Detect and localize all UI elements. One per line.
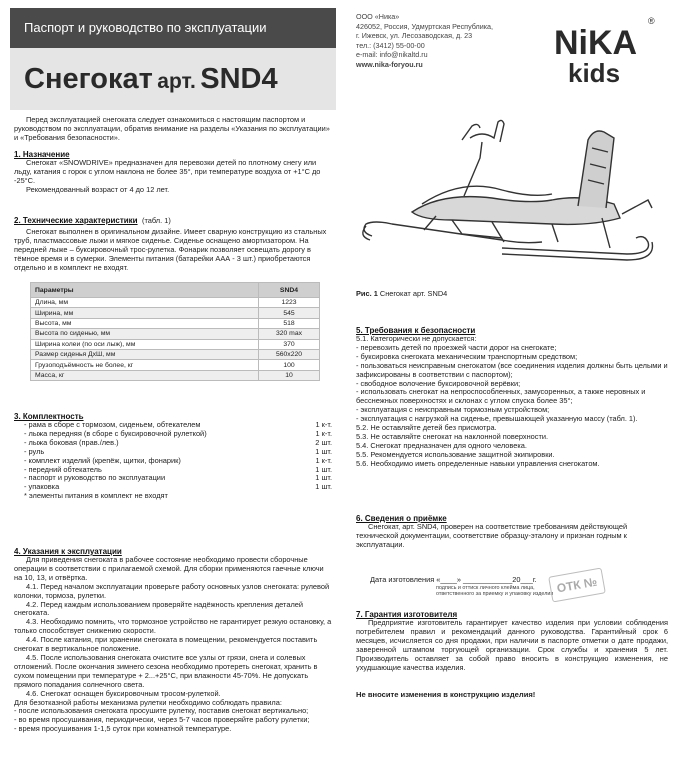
company-address-2: г. Ижевск, ул. Лесозаводская, д. 23 (356, 31, 473, 41)
list-item-label: - паспорт и руководство по эксплуатации (24, 473, 166, 483)
table-cell-param: Ширина, мм (31, 308, 259, 318)
table-row (31, 329, 320, 339)
logo-text-nika: NiKA (554, 24, 638, 62)
safety-line: - пользоваться неисправным снегокатом (все соединения изделия должны быть целыми и зафиксированы в соответствии с паспортом); (356, 360, 668, 379)
operation-para: 4.6. Снегокат оснащен буксировочным тросом-рулеткой. (26, 688, 221, 698)
table-cell-value: 560х220 (259, 349, 320, 359)
table-cell-value: 100 (259, 360, 320, 370)
table-cell-value: 518 (259, 318, 320, 328)
list-item-label: - руль (24, 446, 45, 456)
list-item-qty: 1 шт. (315, 473, 332, 483)
safety-line: 5.5. Рекомендуется использование защитной экипировки. (356, 449, 555, 459)
section-acceptance (356, 514, 668, 550)
table-row (31, 308, 320, 318)
list-item-qty: 2 шт. (315, 437, 332, 447)
header-title (10, 48, 336, 110)
figure-label: Рис. 1 (356, 289, 378, 298)
section-5-body (356, 335, 668, 469)
contents-list (14, 421, 332, 501)
section-7-heading: 7. Гарантия изготовителя (356, 610, 458, 619)
title-art: арт. (157, 70, 196, 93)
safety-line: 5.2. Не оставляйте детей без присмотра. (356, 423, 497, 433)
table-cell-param: Высота, мм (31, 318, 259, 328)
operation-para: 4.2. Перед каждым использованием проверяйте надёжность крепления деталей снегоката. (14, 599, 304, 618)
title-code: SND4 (200, 63, 278, 95)
list-item-label: - передний обтекатель (24, 464, 102, 474)
operation-para: Для безотказной работы механизма рулетки необходимо соблюдать правила: (14, 697, 282, 707)
operation-para: 4.4. После катания, при хранении снегоката в помещении, рекомендуется поставить снегокат в вертикальное положение. (14, 635, 318, 654)
table-cell-param: Масса, кг (31, 370, 259, 380)
operation-para: 4.1. Перед началом эксплуатации проверьте работу основных узлов снегоката: рулевой колонки, тормоза, рулетки. (14, 581, 330, 600)
table-cell-value: 545 (259, 308, 320, 318)
section-warranty (356, 610, 668, 672)
safety-line: - эксплуатация с неисправным тормозным устройством; (356, 405, 550, 415)
title-main: Снегокат (24, 63, 153, 95)
table-row (31, 339, 320, 349)
footer-warning: Не вносите изменения в конструкцию изделия! (356, 690, 536, 699)
list-item-label: - упаковка (24, 482, 60, 492)
safety-line: 5.4. Снегокат предназначен для одного человека. (356, 440, 527, 450)
section-operation (14, 547, 332, 734)
figure-caption-text: Снегокат арт. SND4 (379, 289, 448, 298)
section-specs (14, 210, 332, 273)
table-cell-value: 10 (259, 370, 320, 380)
section-1-age: Рекомендованный возраст от 4 до 12 лет. (26, 184, 170, 194)
section-2-heading-suffix: (табл. 1) (142, 216, 171, 225)
list-item-label: - рама в сборе с тормозом, сиденьем, обтекателем (24, 420, 201, 429)
safety-line: - эксплуатация с нагрузкой на сиденье, превышающей указанную массу (табл. 1). (356, 414, 638, 424)
operation-para: Для приведения снегоката в рабочее состояние необходимо провести сборочные операции в соответствии с прилагаемой схемой. Для сборки применяются гаечные ключи на 10, 13, и отвёртка. (14, 555, 324, 582)
section-6-text: Снегокат, арт. SND4, проверен на соответствие требованиям действующей технической документации, соответствие образцу-эталону и признан годным к эксплуатации. (356, 522, 628, 549)
table-cell-param: Высота по сиденью, мм (31, 329, 259, 339)
safety-line: - буксировка снегоката механическим транспортным средством; (356, 351, 578, 361)
safety-line: 5.1. Категорически не допускается: (356, 334, 477, 343)
section-4-heading: 4. Указания к эксплуатации (14, 547, 122, 556)
list-item-label: - лыжа передняя (в сборе с буксировочной рулеткой) (24, 428, 207, 438)
table-cell-value: 320 max (259, 329, 320, 339)
safety-line: - свободное волочение буксировочной верёвки; (356, 378, 521, 388)
table-row (31, 370, 320, 380)
section-contents (14, 412, 332, 501)
intro-paragraph: Перед эксплуатацией снегоката следует ознакомиться с настоящим паспортом и руководством по эксплуатации, обратив внимание на разделы «Указания по эксплуатации» и «Требования безопасности». (14, 115, 330, 142)
acceptance-note-line: ответственного за приемку и упаковку изделия (436, 591, 554, 598)
logo-text-kids: kids (568, 58, 621, 88)
section-2-heading: 2. Технические характеристики (14, 216, 138, 225)
list-item-qty: 1 шт. (315, 464, 332, 474)
section-5-heading: 5. Требования к безопасности (356, 326, 476, 335)
table-header-row (31, 283, 320, 298)
figure-caption (356, 290, 447, 299)
table-row (31, 360, 320, 370)
list-item-qty: 1 к-т. (315, 455, 332, 465)
list-item-qty: 1 к-т. (315, 420, 332, 429)
section-3-heading: 3. Комплектность (14, 412, 84, 421)
operation-para: 4.3. Необходимо помнить, что тормозное устройство не гарантирует резкую остановку, а только способствует снижению скорости. (14, 617, 332, 636)
list-item-qty: 1 шт. (315, 446, 332, 456)
table-header-param: Параметры (31, 283, 259, 298)
table-cell-param: Размер сиденья ДхШ, мм (31, 349, 259, 359)
list-item-label: - лыжа боковая (прав./лев.) (24, 437, 119, 447)
list-item (24, 439, 332, 448)
section-1-text: Снегокат «SNOWDRIVE» предназначен для перевозки детей по плотному снегу или льду, катания с горок с углом наклона не более 35°, при температуре воздуха от +1°С до -25°С. (14, 158, 321, 185)
table-cell-value: 1223 (259, 298, 320, 308)
company-info (356, 12, 546, 70)
nika-kids-logo (548, 12, 660, 100)
section-2-text: Снегокат выполнен в оригинальном дизайне. Имеет сварную конструкцию из стальных труб, пластмассовые лыжи и мягкое сиденье. Сиденье оснащено амортизатором. На передней лыже – буксировочный трос-рулетка. Фонарик позволяет освещать дорогу в тёмное время и в сумерки. Элементы питания (батарейки ААА - 3 шт.) приобретаются отдельно и в комплект не входят. (14, 227, 327, 272)
section-4-body (14, 556, 332, 734)
section-safety (356, 326, 668, 469)
table-row (31, 298, 320, 308)
operation-para: - во время просушивания, периодически, через 5-7 часов проверяйте работу рулетки; (14, 715, 310, 725)
date-of-manufacture: Дата изготовления «____» ____________20___г. (370, 575, 537, 584)
header-subtitle: Паспорт и руководство по эксплуатации (10, 8, 336, 48)
safety-line: - использовать снегокат на непроспособленных, замусоренных, а также неровных и бесснежных поверхностях и склонах с углом спуска более 35°; (356, 387, 646, 406)
list-item-qty: 1 к-т. (315, 428, 332, 438)
operation-para: 4.5. После использования снегоката очистите все узлы от грязи, снега и солевых отложений. После окончания зимнего сезона необходимо протереть снегокат, хранить в сухом помещении при температуре + 2...+25°С, при влажности 45-70%. Не допускать прямого попадания солнечного света. (14, 652, 318, 689)
header-banner (10, 8, 336, 110)
sled-illustration (352, 108, 664, 278)
table-header-model: SND4 (259, 283, 320, 298)
company-name: ООО «Ника» (356, 12, 400, 21)
section-2-heading-line (14, 210, 332, 228)
company-email: e-mail: info@nikaltd.ru (356, 50, 428, 60)
table-cell-param: Грузоподъёмность не более, кг (31, 360, 259, 370)
list-item (24, 474, 332, 483)
contents-note: * элементы питания в комплект не входят (24, 491, 168, 501)
table-cell-param: Длина, мм (31, 298, 259, 308)
company-website: www.nika-foryou.ru (356, 59, 423, 69)
table-row (31, 349, 320, 359)
company-phone: тел.: (3412) 55-00-00 (356, 40, 425, 50)
operation-para: - время просушивания 1-1,5 суток при комнатной температуре. (14, 724, 232, 734)
company-address-1: 426052, Россия, Удмуртская Республика, (356, 21, 494, 31)
safety-line: 5.6. Необходимо иметь определенные навыки управления снегокатом. (356, 458, 600, 468)
section-6-heading: 6. Сведения о приёмке (356, 514, 447, 523)
registered-mark: ® (648, 16, 655, 26)
safety-line: - перевозить детей по проезжей части дорог на снегокате; (356, 342, 557, 352)
acceptance-note-line: подпись и оттиск личного клейма лица, (436, 585, 535, 591)
table-cell-param: Ширина колеи (по оси лыж), мм (31, 339, 259, 349)
table-row (31, 318, 320, 328)
section-7-text: Предприятие изготовитель гарантирует качество изделия при условии соблюдения потребителем правил и рекомендаций данного руководства. Гарантийный срок 6 месяцев, исчисляется со дня продажи, при наличии в паспорте отметки о дате продажи, заверенной штампом торгующей организации. Срок службы и хранения 5 лет. Производитель оставляет за собой право вносить в конструкцию изменения, не ухудшающие качества изделия. (356, 618, 668, 672)
list-item-qty: 1 шт. (315, 482, 332, 492)
safety-line: 5.3. Не оставляйте снегокат на наклонной поверхности. (356, 431, 549, 441)
operation-para: - после использования снегоката просушите рулетку, поставив снегокат вертикально; (14, 706, 309, 716)
section-purpose (14, 150, 332, 195)
specs-table (30, 282, 320, 381)
section-1-heading: 1. Назначение (14, 150, 70, 159)
table-cell-value: 370 (259, 339, 320, 349)
list-item-label: - комплект изделий (крепёж, щитки, фонарик) (24, 455, 181, 465)
otk-stamp: ОТК № (548, 568, 606, 603)
